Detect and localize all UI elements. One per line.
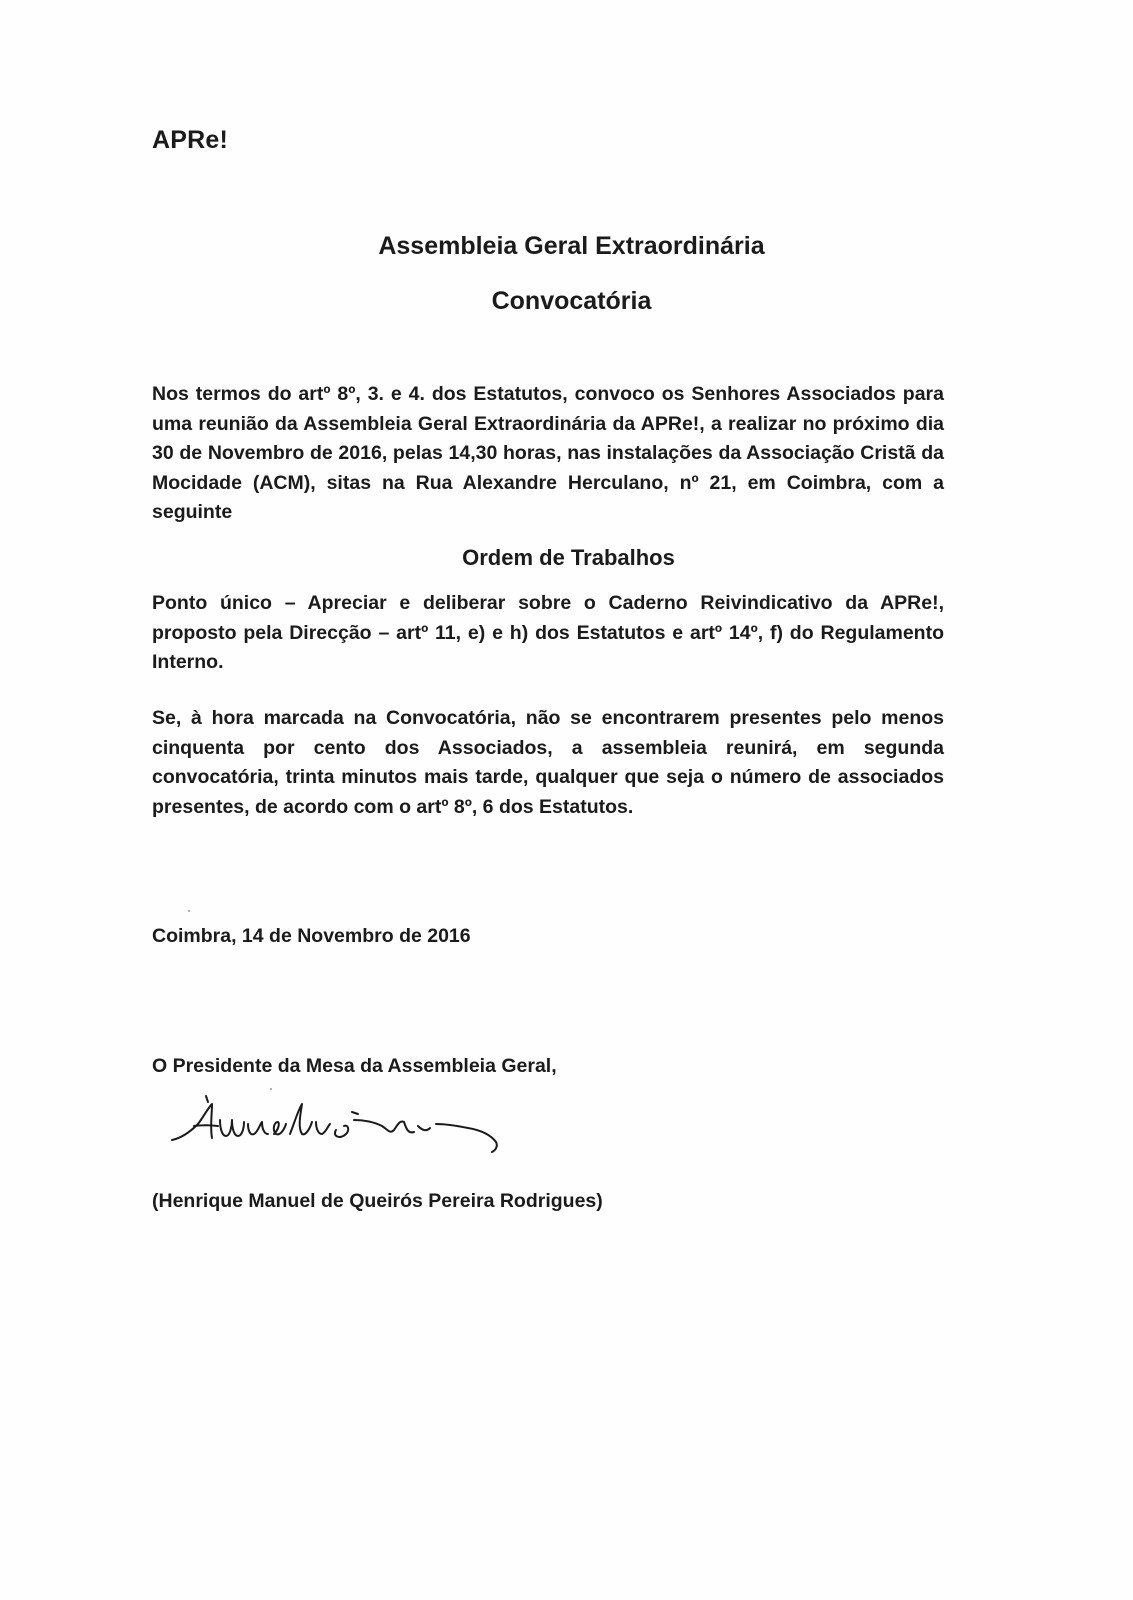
organization-name: APRe!: [152, 126, 229, 154]
intro-paragraph: Nos termos do artº 8º, 3. e 4. dos Estatutos, convoco os Senhores Associados para uma reunião da Assembleia Geral Extraordinária da APRe!, a realizar no próximo dia 30 de Novembro de 2016, pelas 14,30 horas, nas instalações da Associação Cristã da Mocidade (ACM), sitas na Rua Alexandre Herculano, nº 21, em Coimbra, com a seguinte: [152, 383, 944, 523]
scan-speck: [188, 910, 190, 912]
document-title: Assembleia Geral Extraordinária: [378, 232, 765, 260]
place-date-line: Coimbra, 14 de Novembro de 2016: [152, 925, 471, 947]
agenda-heading: Ordem de Trabalhos: [462, 545, 675, 570]
agenda-item-paragraph: Ponto único – Apreciar e deliberar sobre o Caderno Reivindicativo da APRe!, proposto pela Direcção – artº 11, e) e h) dos Estatutos e artº 14º, f) do Regulamento Interno.: [152, 592, 944, 673]
signer-role: O Presidente da Mesa da Assembleia Geral,: [152, 1055, 557, 1077]
document-subtitle: Convocatória: [491, 287, 652, 315]
scan-speck: [270, 1088, 272, 1090]
handwritten-signature: [168, 1090, 538, 1170]
signer-name: (Henrique Manuel de Queirós Pereira Rodrigues): [152, 1190, 603, 1212]
quorum-paragraph: Se, à hora marcada na Convocatória, não se encontrarem presentes pelo menos cinquenta por cento dos Associados, a assembleia reunirá, em segunda convocatória, trinta minutos mais tarde, qualquer que seja o número de associados presentes, de acordo com o artº 8º, 6 dos Estatutos.: [152, 707, 944, 818]
